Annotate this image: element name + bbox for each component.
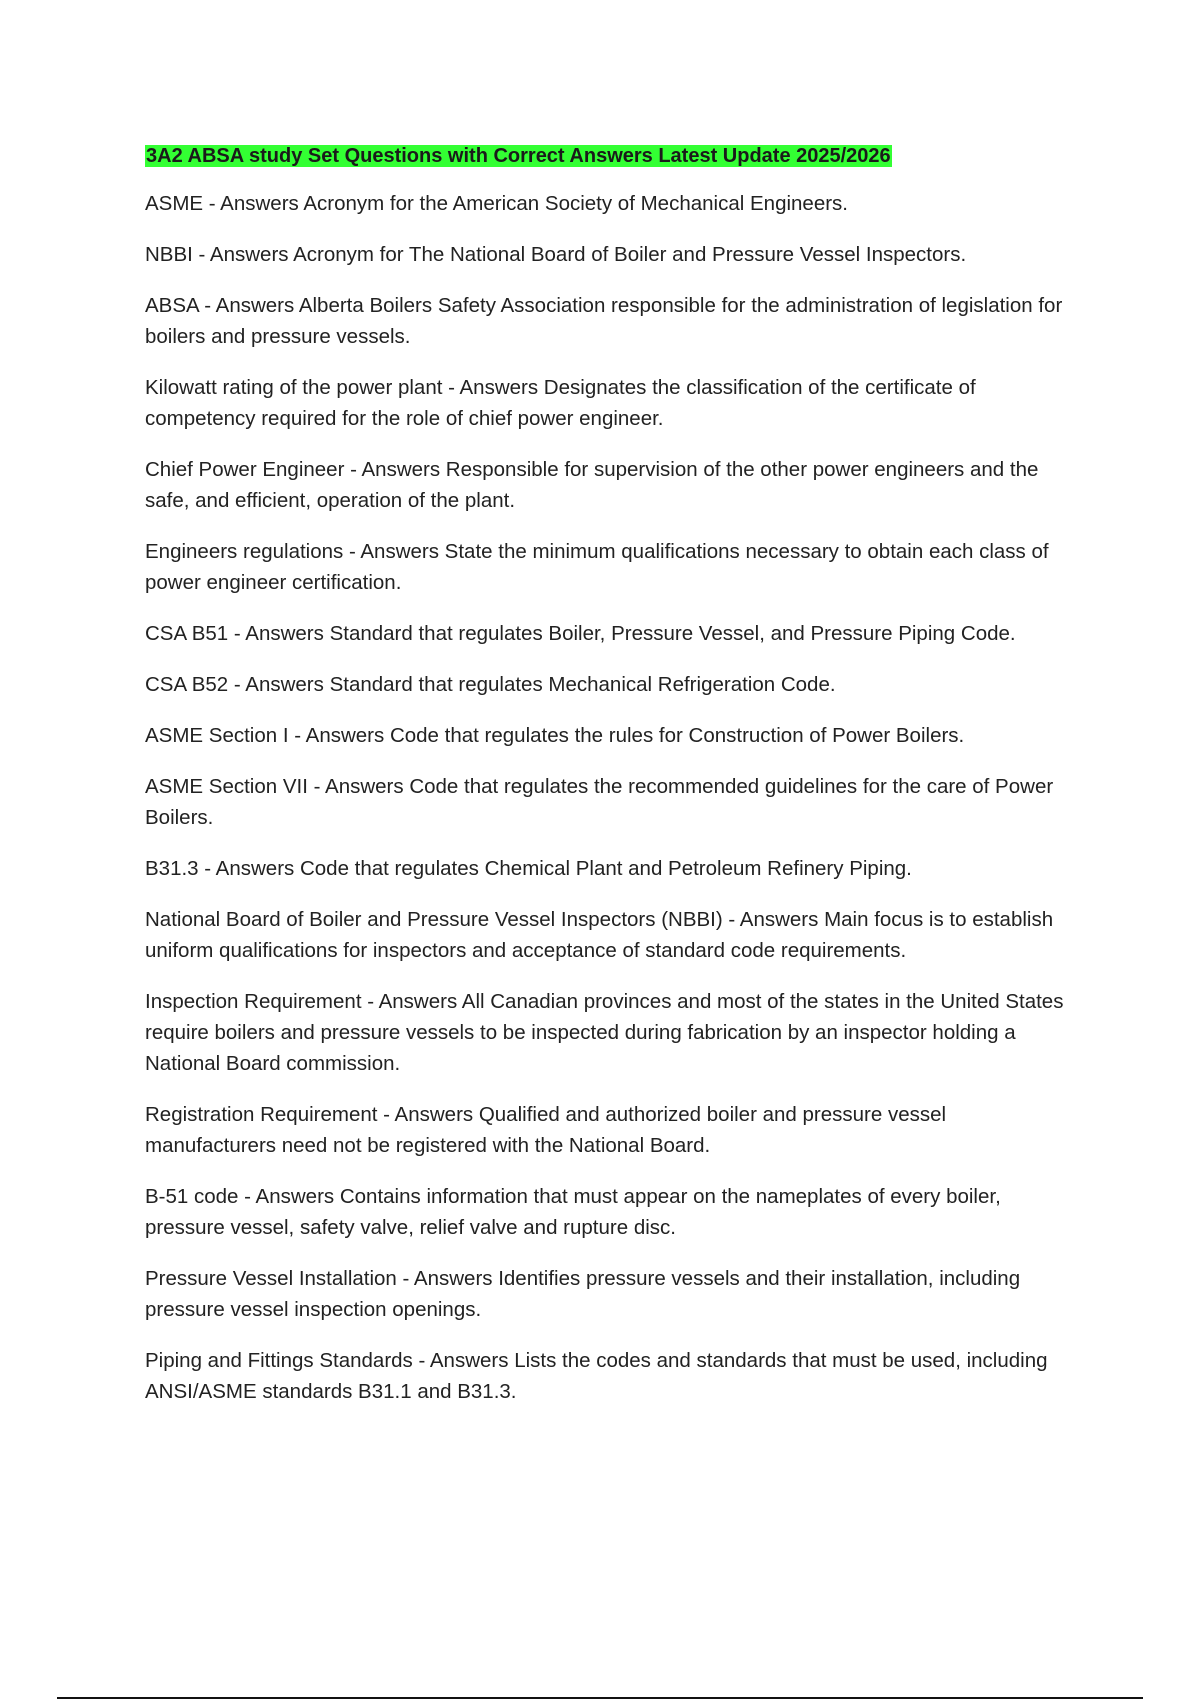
qa-entry: Pressure Vessel Installation - Answers Identifies pressure vessels and their installation, including pressure vessel inspection openings. [145, 1267, 1021, 1321]
qa-entry: B-51 code - Answers Contains information that must appear on the nameplates of every boiler, pressure vessel, safety valve, relief valve and rupture disc. [145, 1185, 1001, 1239]
qa-entry: Chief Power Engineer - Answers Responsible for supervision of the other power engineers and the safe, and efficient, operation of the plant. [145, 458, 1039, 512]
document-title: 3A2 ABSA study Set Questions with Correct Answers Latest Update 2025/2026 [146, 145, 891, 167]
qa-entry: CSA B51 - Answers Standard that regulates Boiler, Pressure Vessel, and Pressure Piping Code. [145, 622, 1016, 645]
qa-entry: Kilowatt rating of the power plant - Answers Designates the classification of the certificate of competency required for the role of chief power engineer. [145, 376, 976, 430]
qa-entry: Inspection Requirement - Answers All Canadian provinces and most of the states in the United States require boilers and pressure vessels to be inspected during fabrication by an inspector holding a National Board commission. [145, 990, 1064, 1075]
qa-entry: Piping and Fittings Standards - Answers Lists the codes and standards that must be used, including ANSI/ASME standards B31.1 and B31.3. [145, 1349, 1048, 1403]
qa-entry: Engineers regulations - Answers State the minimum qualifications necessary to obtain each class of power engineer certification. [145, 540, 1049, 594]
qa-entry: CSA B52 - Answers Standard that regulates Mechanical Refrigeration Code. [145, 673, 836, 696]
qa-entry: NBBI - Answers Acronym for The National Board of Boiler and Pressure Vessel Inspectors. [145, 243, 967, 266]
document-page [145, 140, 1080, 1427]
qa-entry: B31.3 - Answers Code that regulates Chemical Plant and Petroleum Refinery Piping. [145, 857, 912, 880]
qa-entry: National Board of Boiler and Pressure Vessel Inspectors (NBBI) - Answers Main focus is to establish uniform qualifications for inspectors and acceptance of standard code requirements. [145, 908, 1054, 962]
title-block [145, 140, 1080, 172]
footer-divider [57, 1697, 1143, 1699]
qa-entry: ABSA - Answers Alberta Boilers Safety Association responsible for the administration of legislation for boilers and pressure vessels. [145, 294, 1063, 348]
qa-list [145, 188, 1080, 1407]
qa-entry: ASME Section I - Answers Code that regulates the rules for Construction of Power Boilers. [145, 724, 965, 747]
qa-entry: ASME Section VII - Answers Code that regulates the recommended guidelines for the care of Power Boilers. [145, 775, 1054, 829]
qa-entry: Registration Requirement - Answers Qualified and authorized boiler and pressure vessel manufacturers need not be registered with the National Board. [145, 1103, 947, 1157]
qa-entry: ASME - Answers Acronym for the American Society of Mechanical Engineers. [145, 192, 848, 215]
